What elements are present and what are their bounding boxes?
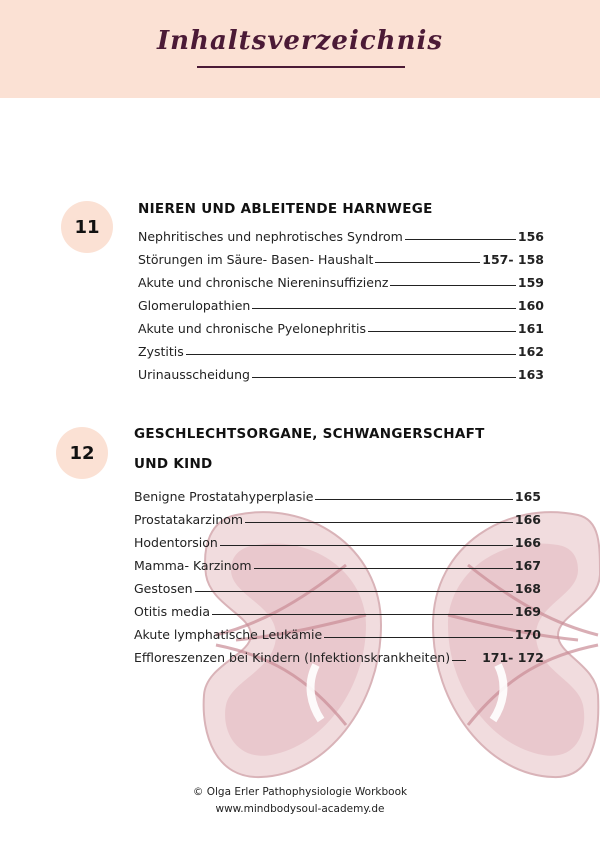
- toc-entry-label: Prostatakarzinom: [134, 512, 244, 527]
- toc-entry-label: Otitis media: [134, 604, 211, 619]
- toc-entry[interactable]: [134, 512, 541, 527]
- toc-entry[interactable]: [138, 229, 544, 244]
- footer-copyright: © Olga Erler Pathophysiologie Workbook: [192, 786, 408, 798]
- toc-entry[interactable]: [138, 344, 544, 359]
- footer-website: www.mindbodysoul-academy.de: [215, 803, 385, 815]
- toc-entry-label: Effloreszenzen bei Kindern (Infektionskrankheiten): [134, 650, 451, 665]
- leader-line: [212, 613, 513, 615]
- toc-entry-page: 161: [517, 321, 544, 336]
- leader-line: [252, 307, 516, 309]
- toc-entry-page: 169: [514, 604, 541, 619]
- toc-entry-page: 157- 158: [482, 252, 544, 267]
- toc-entry[interactable]: [138, 252, 544, 267]
- toc-entry-label: Akute und chronische Pyelonephritis: [138, 321, 367, 336]
- section-title-line-2: UND KIND: [134, 456, 213, 472]
- leader-line: [315, 498, 512, 500]
- toc-entry[interactable]: [134, 489, 541, 504]
- leader-line: [186, 353, 516, 355]
- toc-entry[interactable]: [134, 650, 544, 665]
- toc-entry-label: Gestosen: [134, 581, 193, 596]
- toc-entry[interactable]: [134, 535, 541, 550]
- toc-entry-page: 166: [514, 535, 541, 550]
- section-number-badge: 11: [61, 201, 113, 253]
- toc-entry[interactable]: [134, 627, 541, 642]
- toc-entry-page: 165: [514, 489, 541, 504]
- toc-entry[interactable]: [134, 604, 541, 619]
- toc-entry[interactable]: [138, 321, 544, 336]
- toc-entry[interactable]: [138, 367, 544, 382]
- leader-line: [368, 330, 516, 332]
- toc-entry-label: Akute lymphatische Leukämie: [134, 627, 323, 642]
- toc-entry-label: Hodentorsion: [134, 535, 218, 550]
- leader-line: [220, 544, 513, 546]
- toc-entry[interactable]: [134, 581, 541, 596]
- section-title-line-1: GESCHLECHTSORGANE, SCHWANGERSCHAFT: [134, 426, 485, 442]
- toc-entry-label: Störungen im Säure- Basen- Haushalt: [138, 252, 374, 267]
- section-title: NIEREN UND ABLEITENDE HARNWEGE: [138, 201, 433, 217]
- leader-line: [405, 238, 516, 240]
- leader-line: [195, 590, 513, 592]
- toc-entry-page: 170: [514, 627, 541, 642]
- leader-line: [375, 261, 480, 263]
- toc-entry-page: 163: [517, 367, 544, 382]
- leader-line: [324, 636, 513, 638]
- leader-line: [245, 521, 513, 523]
- toc-entry-page: 159: [517, 275, 544, 290]
- toc-entry-label: Zystitis: [138, 344, 184, 359]
- toc-entry-page: 162: [517, 344, 544, 359]
- toc-entry[interactable]: [138, 275, 544, 290]
- toc-entry-label: Benigne Prostatahyperplasie: [134, 489, 314, 504]
- toc-entry-label: Glomerulopathien: [138, 298, 251, 313]
- toc-entry[interactable]: [138, 298, 544, 313]
- section-number-badge: 12: [56, 427, 108, 479]
- toc-entry-page: 160: [517, 298, 544, 313]
- toc-entry-page: 171- 172: [482, 650, 544, 665]
- toc-entry-page: 166: [514, 512, 541, 527]
- toc-entry-label: Nephritisches und nephrotisches Syndrom: [138, 229, 403, 244]
- toc-entry-label: Urinausscheidung: [138, 367, 250, 382]
- toc-entry-label: Mamma- Karzinom: [134, 558, 252, 573]
- leader-line: [452, 659, 466, 661]
- page-title: Inhaltsverzeichnis: [156, 26, 444, 56]
- title-underline: [197, 66, 405, 68]
- toc-entry-page: 167: [514, 558, 541, 573]
- toc-entry-label: Akute und chronische Niereninsuffizienz: [138, 275, 389, 290]
- toc-entry-page: 168: [514, 581, 541, 596]
- leader-line: [390, 284, 515, 286]
- toc-entry[interactable]: [134, 558, 541, 573]
- leader-line: [254, 567, 513, 569]
- leader-line: [252, 376, 516, 378]
- toc-entry-page: 156: [517, 229, 544, 244]
